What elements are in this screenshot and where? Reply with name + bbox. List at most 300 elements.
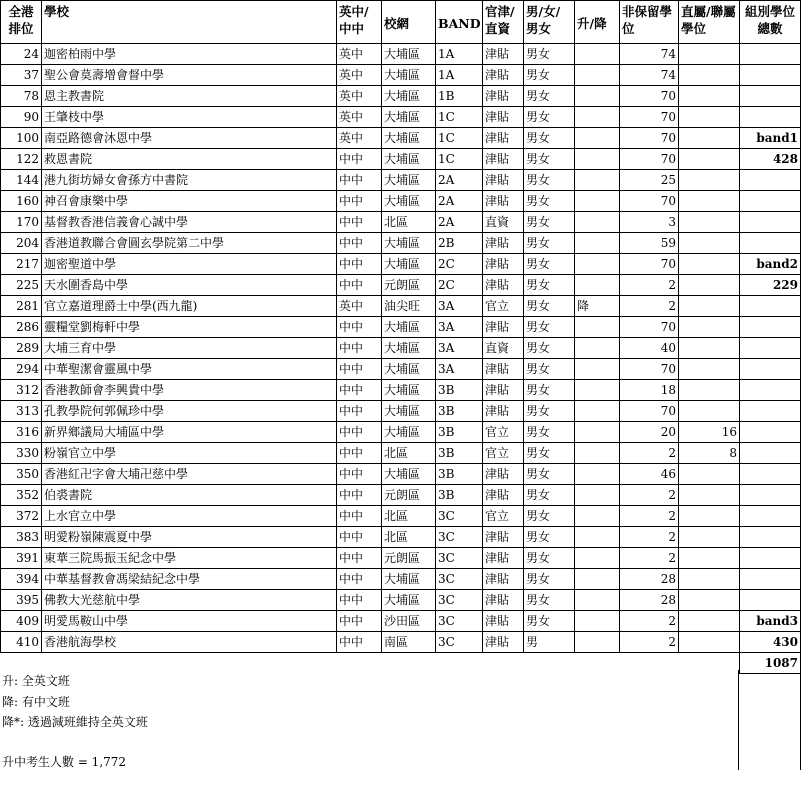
cell-gender: 男女 (524, 590, 575, 611)
cell-gender: 男女 (524, 464, 575, 485)
cell-non-reserved: 46 (620, 464, 679, 485)
cell-rank: 225 (1, 275, 42, 296)
cell-finance: 津貼 (483, 359, 524, 380)
cell-band: 3C (436, 527, 483, 548)
cell-finance: 官立 (483, 443, 524, 464)
cell-medium: 中中 (337, 233, 382, 254)
cell-band: 1C (436, 128, 483, 149)
cell-group-total: band3 (740, 611, 801, 632)
cell-updown (575, 443, 620, 464)
cell-district: 大埔區 (382, 44, 436, 65)
cell-school: 佛教大光慈航中學 (42, 590, 337, 611)
cell-medium: 中中 (337, 527, 382, 548)
cell-direct (679, 359, 740, 380)
cell-updown: 降 (575, 296, 620, 317)
cell-school: 東華三院馬振玉紀念中學 (42, 548, 337, 569)
cell-finance: 官立 (483, 506, 524, 527)
cell-updown (575, 464, 620, 485)
table-row (1, 401, 801, 422)
cell-medium: 中中 (337, 401, 382, 422)
cell-medium: 中中 (337, 149, 382, 170)
cell-direct (679, 464, 740, 485)
table-row (1, 611, 801, 632)
table-row (1, 65, 801, 86)
cell-finance: 津貼 (483, 611, 524, 632)
cell-band: 2A (436, 170, 483, 191)
cell-medium: 中中 (337, 191, 382, 212)
cell-district: 北區 (382, 527, 436, 548)
cell-finance: 津貼 (483, 380, 524, 401)
cell-rank: 122 (1, 149, 42, 170)
cell-district: 大埔區 (382, 317, 436, 338)
cell-direct (679, 275, 740, 296)
cell-finance: 津貼 (483, 191, 524, 212)
cell-finance: 津貼 (483, 65, 524, 86)
cell-rank: 90 (1, 107, 42, 128)
cell-direct (679, 128, 740, 149)
cell-gender: 男女 (524, 65, 575, 86)
cell-gender: 男女 (524, 485, 575, 506)
cell-updown (575, 359, 620, 380)
cell-direct (679, 86, 740, 107)
cell-medium: 中中 (337, 590, 382, 611)
cell-medium: 英中 (337, 86, 382, 107)
cell-band: 3B (436, 422, 483, 443)
cell-updown (575, 191, 620, 212)
note-down: 降: 有中文班 (2, 695, 70, 709)
cell-rank: 395 (1, 590, 42, 611)
cell-medium: 中中 (337, 548, 382, 569)
cell-non-reserved: 2 (620, 632, 679, 653)
cell-gender: 男女 (524, 275, 575, 296)
cell-updown (575, 149, 620, 170)
cell-gender: 男女 (524, 212, 575, 233)
table-row (1, 632, 801, 653)
cell-medium: 英中 (337, 107, 382, 128)
cell-non-reserved: 2 (620, 506, 679, 527)
cell-updown (575, 485, 620, 506)
cell-district: 南區 (382, 632, 436, 653)
cell-rank: 281 (1, 296, 42, 317)
cell-updown (575, 317, 620, 338)
cell-school: 香港道教聯合會圓玄學院第二中學 (42, 233, 337, 254)
cell-band: 3A (436, 296, 483, 317)
cell-medium: 中中 (337, 506, 382, 527)
cell-updown (575, 338, 620, 359)
cell-school: 迦密聖道中學 (42, 254, 337, 275)
cell-district: 元朗區 (382, 485, 436, 506)
cell-gender: 男女 (524, 191, 575, 212)
cell-direct: 8 (679, 443, 740, 464)
blank-cell (382, 653, 436, 674)
cell-direct: 16 (679, 422, 740, 443)
cell-group-total (740, 464, 801, 485)
cell-non-reserved: 2 (620, 611, 679, 632)
cell-group-total: band1 (740, 128, 801, 149)
cell-group-total: band2 (740, 254, 801, 275)
cell-updown (575, 569, 620, 590)
cell-medium: 中中 (337, 632, 382, 653)
cell-updown (575, 422, 620, 443)
cell-group-total (740, 527, 801, 548)
table-row (1, 422, 801, 443)
grand-total-row (1, 653, 801, 674)
cell-school: 基督教香港信義會心誠中學 (42, 212, 337, 233)
cell-group-total (740, 296, 801, 317)
cell-finance: 津貼 (483, 44, 524, 65)
cell-district: 元朗區 (382, 275, 436, 296)
cell-updown (575, 527, 620, 548)
table-row (1, 128, 801, 149)
cell-non-reserved: 70 (620, 359, 679, 380)
cell-gender: 男女 (524, 611, 575, 632)
cell-gender: 男女 (524, 548, 575, 569)
cell-updown (575, 380, 620, 401)
cell-non-reserved: 2 (620, 485, 679, 506)
cell-finance: 津貼 (483, 86, 524, 107)
cell-non-reserved: 28 (620, 590, 679, 611)
cell-school: 恩主教書院 (42, 86, 337, 107)
cell-group-total (740, 380, 801, 401)
cell-rank: 217 (1, 254, 42, 275)
cell-non-reserved: 59 (620, 233, 679, 254)
cell-updown (575, 212, 620, 233)
cell-group-total (740, 443, 801, 464)
cell-school: 香港教師會李興貴中學 (42, 380, 337, 401)
cell-gender: 男女 (524, 401, 575, 422)
cell-updown (575, 65, 620, 86)
cell-school: 救恩書院 (42, 149, 337, 170)
cell-group-total (740, 233, 801, 254)
cell-district: 大埔區 (382, 86, 436, 107)
table-row (1, 254, 801, 275)
cell-updown (575, 107, 620, 128)
table-row (1, 149, 801, 170)
blank-cell (337, 653, 382, 674)
cell-group-total (740, 65, 801, 86)
cell-medium: 中中 (337, 338, 382, 359)
cell-direct (679, 590, 740, 611)
cell-band: 1B (436, 86, 483, 107)
cell-district: 大埔區 (382, 170, 436, 191)
cell-group-total (740, 44, 801, 65)
cell-district: 大埔區 (382, 128, 436, 149)
cell-updown (575, 44, 620, 65)
cell-district: 油尖旺 (382, 296, 436, 317)
cell-non-reserved: 28 (620, 569, 679, 590)
cell-gender: 男女 (524, 254, 575, 275)
cell-medium: 英中 (337, 296, 382, 317)
cell-band: 3B (436, 380, 483, 401)
cell-group-total (740, 191, 801, 212)
cell-rank: 394 (1, 569, 42, 590)
cell-finance: 津貼 (483, 128, 524, 149)
cell-group-total (740, 338, 801, 359)
table-row (1, 527, 801, 548)
table-row (1, 590, 801, 611)
cell-gender: 男女 (524, 443, 575, 464)
cell-updown (575, 401, 620, 422)
cell-band: 2A (436, 212, 483, 233)
cell-school: 靈糧堂劉梅軒中學 (42, 317, 337, 338)
cell-medium: 中中 (337, 359, 382, 380)
cell-non-reserved: 74 (620, 65, 679, 86)
cell-rank: 160 (1, 191, 42, 212)
table-row (1, 107, 801, 128)
cell-rank: 204 (1, 233, 42, 254)
cell-medium: 中中 (337, 443, 382, 464)
table-row (1, 338, 801, 359)
cell-finance: 津貼 (483, 590, 524, 611)
cell-medium: 中中 (337, 170, 382, 191)
cell-updown (575, 170, 620, 191)
cell-district: 大埔區 (382, 65, 436, 86)
cell-band: 3A (436, 317, 483, 338)
cell-school: 神召會康樂中學 (42, 191, 337, 212)
cell-school: 明愛馬鞍山中學 (42, 611, 337, 632)
cell-medium: 中中 (337, 317, 382, 338)
blank-cell (524, 653, 575, 674)
grand-total: 1087 (740, 653, 801, 674)
header-direct: 直屬/聯屬學位 (679, 1, 740, 44)
cell-band: 3A (436, 359, 483, 380)
cell-district: 大埔區 (382, 149, 436, 170)
table-row (1, 485, 801, 506)
cell-gender: 男女 (524, 317, 575, 338)
cell-medium: 中中 (337, 464, 382, 485)
cell-non-reserved: 20 (620, 422, 679, 443)
table-row (1, 380, 801, 401)
cell-finance: 津貼 (483, 464, 524, 485)
cell-direct (679, 107, 740, 128)
cell-rank: 372 (1, 506, 42, 527)
cell-gender: 男女 (524, 233, 575, 254)
cell-non-reserved: 2 (620, 548, 679, 569)
table-row (1, 506, 801, 527)
cell-school: 中華基督教會馮梁結紀念中學 (42, 569, 337, 590)
cell-band: 3B (436, 464, 483, 485)
cell-medium: 英中 (337, 44, 382, 65)
cell-band: 3C (436, 548, 483, 569)
cell-district: 北區 (382, 506, 436, 527)
cell-finance: 津貼 (483, 569, 524, 590)
cell-school: 中華聖潔會靈風中學 (42, 359, 337, 380)
cell-school: 香港航海學校 (42, 632, 337, 653)
cell-rank: 170 (1, 212, 42, 233)
cell-rank: 391 (1, 548, 42, 569)
cell-non-reserved: 70 (620, 317, 679, 338)
cell-group-total (740, 317, 801, 338)
cell-school: 伯裘書院 (42, 485, 337, 506)
cell-school: 南亞路德會沐恩中學 (42, 128, 337, 149)
cell-non-reserved: 70 (620, 86, 679, 107)
cell-finance: 官立 (483, 422, 524, 443)
cell-gender: 男女 (524, 296, 575, 317)
blank-cell (679, 653, 740, 674)
right-border-extension (738, 670, 801, 770)
cell-band: 3A (436, 338, 483, 359)
cell-group-total (740, 401, 801, 422)
cell-rank: 37 (1, 65, 42, 86)
cell-gender: 男女 (524, 527, 575, 548)
cell-non-reserved: 70 (620, 149, 679, 170)
cell-band: 3C (436, 590, 483, 611)
cell-rank: 330 (1, 443, 42, 464)
cell-rank: 286 (1, 317, 42, 338)
cell-updown (575, 548, 620, 569)
cell-finance: 官立 (483, 296, 524, 317)
cell-non-reserved: 2 (620, 527, 679, 548)
cell-updown (575, 254, 620, 275)
cell-finance: 津貼 (483, 107, 524, 128)
cell-direct (679, 632, 740, 653)
cell-updown (575, 611, 620, 632)
blank-cell (620, 653, 679, 674)
cell-updown (575, 86, 620, 107)
cell-non-reserved: 2 (620, 296, 679, 317)
cell-updown (575, 590, 620, 611)
table-row (1, 548, 801, 569)
cell-group-total: 428 (740, 149, 801, 170)
header-updown: 升/降 (575, 1, 620, 44)
cell-direct (679, 569, 740, 590)
cell-updown (575, 233, 620, 254)
table-row (1, 464, 801, 485)
cell-band: 2A (436, 191, 483, 212)
cell-direct (679, 212, 740, 233)
cell-gender: 男女 (524, 422, 575, 443)
cell-rank: 409 (1, 611, 42, 632)
cell-non-reserved: 70 (620, 107, 679, 128)
cell-school: 迦密柏雨中學 (42, 44, 337, 65)
cell-district: 元朗區 (382, 548, 436, 569)
cell-finance: 津貼 (483, 548, 524, 569)
cell-school: 孔教學院何郭佩珍中學 (42, 401, 337, 422)
cell-rank: 383 (1, 527, 42, 548)
cell-band: 3C (436, 569, 483, 590)
cell-rank: 100 (1, 128, 42, 149)
cell-finance: 津貼 (483, 527, 524, 548)
cell-rank: 313 (1, 401, 42, 422)
cell-medium: 英中 (337, 128, 382, 149)
table-row (1, 443, 801, 464)
cell-direct (679, 611, 740, 632)
header-non-reserved: 非保留學位 (620, 1, 679, 44)
cell-finance: 津貼 (483, 317, 524, 338)
header-group-total: 組別學位總數 (740, 1, 801, 44)
cell-district: 大埔區 (382, 422, 436, 443)
cell-rank: 352 (1, 485, 42, 506)
cell-direct (679, 233, 740, 254)
cell-rank: 410 (1, 632, 42, 653)
cell-direct (679, 170, 740, 191)
cell-district: 大埔區 (382, 359, 436, 380)
cell-district: 大埔區 (382, 107, 436, 128)
cell-non-reserved: 70 (620, 254, 679, 275)
cell-school: 聖公會莫壽增會督中學 (42, 65, 337, 86)
cell-direct (679, 149, 740, 170)
table-row (1, 569, 801, 590)
table-row (1, 212, 801, 233)
note-down-star: 降*: 透過減班維持全英文班 (2, 715, 148, 729)
blank-cell (436, 653, 483, 674)
cell-finance: 津貼 (483, 170, 524, 191)
cell-updown (575, 632, 620, 653)
cell-district: 大埔區 (382, 338, 436, 359)
cell-updown (575, 128, 620, 149)
cell-gender: 男女 (524, 86, 575, 107)
cell-district: 沙田區 (382, 611, 436, 632)
table-row (1, 233, 801, 254)
cell-rank: 144 (1, 170, 42, 191)
cell-finance: 津貼 (483, 485, 524, 506)
cell-finance: 津貼 (483, 254, 524, 275)
cell-non-reserved: 74 (620, 44, 679, 65)
table-row (1, 170, 801, 191)
cell-finance: 津貼 (483, 401, 524, 422)
note-up: 升: 全英文班 (2, 674, 70, 688)
cell-band: 3C (436, 506, 483, 527)
cell-group-total (740, 86, 801, 107)
cell-finance: 津貼 (483, 632, 524, 653)
blank-cell (42, 653, 337, 674)
cell-rank: 24 (1, 44, 42, 65)
header-band: BAND (436, 1, 483, 44)
cell-district: 大埔區 (382, 569, 436, 590)
cell-school: 港九街坊婦女會孫方中書院 (42, 170, 337, 191)
table-row (1, 191, 801, 212)
cell-group-total: 430 (740, 632, 801, 653)
cell-band: 3B (436, 443, 483, 464)
cell-group-total (740, 569, 801, 590)
cell-direct (679, 65, 740, 86)
cell-school: 新界鄉議局大埔區中學 (42, 422, 337, 443)
cell-direct (679, 380, 740, 401)
cell-medium: 中中 (337, 569, 382, 590)
cell-group-total (740, 359, 801, 380)
cell-district: 北區 (382, 443, 436, 464)
cell-band: 3C (436, 611, 483, 632)
cell-school: 官立嘉道理爵士中學(西九龍) (42, 296, 337, 317)
cell-district: 大埔區 (382, 590, 436, 611)
cell-gender: 男女 (524, 107, 575, 128)
cell-non-reserved: 70 (620, 128, 679, 149)
cell-updown (575, 506, 620, 527)
cell-direct (679, 191, 740, 212)
cell-rank: 316 (1, 422, 42, 443)
cell-band: 1C (436, 107, 483, 128)
cell-gender: 男女 (524, 149, 575, 170)
cell-band: 2B (436, 233, 483, 254)
cell-district: 大埔區 (382, 380, 436, 401)
cell-school: 大埔三育中學 (42, 338, 337, 359)
cell-school: 王肇枝中學 (42, 107, 337, 128)
header-school: 學校 (42, 1, 337, 44)
cell-medium: 中中 (337, 254, 382, 275)
cell-finance: 津貼 (483, 149, 524, 170)
cell-non-reserved: 18 (620, 380, 679, 401)
cell-district: 北區 (382, 212, 436, 233)
cell-group-total (740, 107, 801, 128)
table-row (1, 86, 801, 107)
cell-finance: 直資 (483, 212, 524, 233)
footer-candidates: 升中考生人數 = 1,772 (2, 755, 127, 769)
cell-school: 香港紅卍字會大埔卍慈中學 (42, 464, 337, 485)
header-finance: 官津/直資 (483, 1, 524, 44)
cell-district: 大埔區 (382, 401, 436, 422)
cell-school: 上水官立中學 (42, 506, 337, 527)
cell-medium: 中中 (337, 485, 382, 506)
